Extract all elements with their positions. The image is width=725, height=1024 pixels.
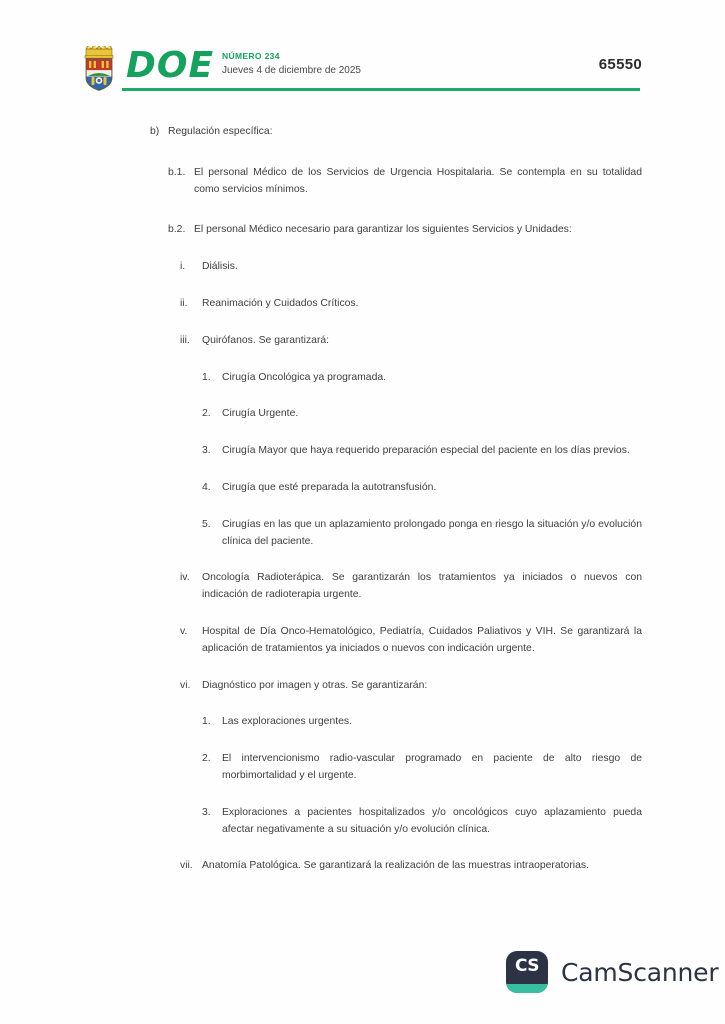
- list-item: [202, 443, 642, 460]
- camscanner-wordmark: CamScanner: [561, 957, 719, 987]
- list-item-marker: b.1.: [168, 166, 186, 178]
- list-item: [202, 370, 642, 387]
- list-item-text: Cirugía Oncológica ya programada.: [222, 371, 387, 383]
- list-item: [180, 259, 642, 276]
- list-item: [180, 296, 642, 313]
- list-item-marker: ii.: [180, 297, 188, 309]
- list-item: [150, 124, 642, 141]
- doe-logotype: DOE: [126, 45, 215, 86]
- list-item-marker: v.: [180, 625, 188, 637]
- list-item-text: Anatomía Patológica. Se garantizará la realización de las muestras intraoperatorias.: [202, 860, 589, 872]
- masthead: [82, 44, 642, 100]
- coat-of-arms-icon: [82, 46, 116, 92]
- list-item-marker: i.: [180, 261, 186, 273]
- list-item-text: Cirugías en las que un aplazamiento prolongado ponga en riesgo la situación y/o evolución clínica del paciente.: [222, 518, 642, 547]
- list-item: [180, 858, 642, 875]
- list-item-marker: iii.: [180, 334, 190, 346]
- list-item-text: El personal Médico necesario para garantizar los siguientes Servicios y Unidades:: [194, 224, 572, 236]
- camscanner-watermark: [506, 951, 718, 993]
- list-item-marker: 2.: [202, 408, 211, 420]
- list-item-marker: vi.: [180, 679, 191, 691]
- list-item: [180, 678, 642, 695]
- issue-date: Jueves 4 de diciembre de 2025: [222, 65, 361, 76]
- list-item: [202, 805, 642, 839]
- list-item-text: El personal Médico de los Servicios de Urgencia Hospitalaria. Se contempla en su totalidad como servicios mínimos.: [194, 166, 642, 195]
- page-number: 65550: [598, 56, 642, 73]
- camscanner-badge-text: CS: [514, 956, 540, 976]
- list-item-text: Cirugía que esté preparada la autotransfusión.: [222, 481, 437, 493]
- list-item-marker: 2.: [202, 753, 211, 765]
- header-divider: [122, 88, 640, 91]
- list-item: [202, 406, 642, 423]
- list-item-text: Las exploraciones urgentes.: [222, 716, 352, 728]
- issue-number: NÚMERO 234: [222, 51, 280, 61]
- list-item-text: Hospital de Día Onco-Hematológico, Pediatría, Cuidados Paliativos y VIH. Se garantizará la aplicación de tratamientos ya iniciados o nuevos con indicación urgente.: [202, 625, 642, 654]
- list-item-text: Diagnóstico por imagen y otras. Se garantizarán:: [202, 679, 428, 691]
- list-item-marker: 5.: [202, 518, 211, 530]
- camscanner-badge-strip: [506, 984, 548, 993]
- issue-info: [222, 50, 361, 77]
- list-item-marker: 1.: [202, 716, 211, 728]
- list-item-text: Regulación específica:: [168, 126, 273, 137]
- list-item: [202, 480, 642, 497]
- list-item-marker: b): [150, 126, 160, 137]
- list-item-text: El intervencionismo radio-vascular programado en paciente de alto riesgo de morbimortalidad y el urgente.: [222, 753, 642, 781]
- document-body: [0, 124, 725, 875]
- list-item: [180, 624, 642, 658]
- list-item-text: Reanimación y Cuidados Críticos.: [202, 297, 359, 309]
- list-item: [202, 751, 642, 785]
- list-item: [180, 333, 642, 350]
- list-item-marker: 4.: [202, 481, 211, 493]
- list-item-text: Exploraciones a pacientes hospitalizados y/o oncológicos cuyo aplazamiento pueda afectar negativamente a su situación y/o evolución clínica.: [222, 806, 642, 835]
- list-item-text: Diálisis.: [202, 261, 238, 273]
- list-item: [168, 222, 642, 239]
- list-item-text: Cirugía Mayor que haya requerido preparación especial del paciente en los días previos.: [222, 445, 630, 457]
- list-item-marker: 3.: [202, 445, 211, 457]
- list-item-text: Quirófanos. Se garantizará:: [202, 334, 330, 346]
- list-item-marker: 3.: [202, 806, 211, 818]
- list-item: [202, 517, 642, 551]
- list-item-marker: 1.: [202, 371, 211, 383]
- list-item-marker: b.2.: [168, 224, 186, 236]
- list-item: [180, 570, 642, 604]
- list-item: [202, 714, 642, 731]
- camscanner-logo-icon: [506, 951, 548, 993]
- list-item-text: Oncología Radioterápica. Se garantizarán los tratamientos ya iniciados o nuevos con indicación de radioterapia urgente.: [202, 572, 642, 601]
- list-item-marker: vii.: [180, 860, 193, 872]
- list-item: [168, 165, 642, 199]
- list-item-text: Cirugía Urgente.: [222, 408, 299, 420]
- list-item-marker: iv.: [180, 572, 190, 584]
